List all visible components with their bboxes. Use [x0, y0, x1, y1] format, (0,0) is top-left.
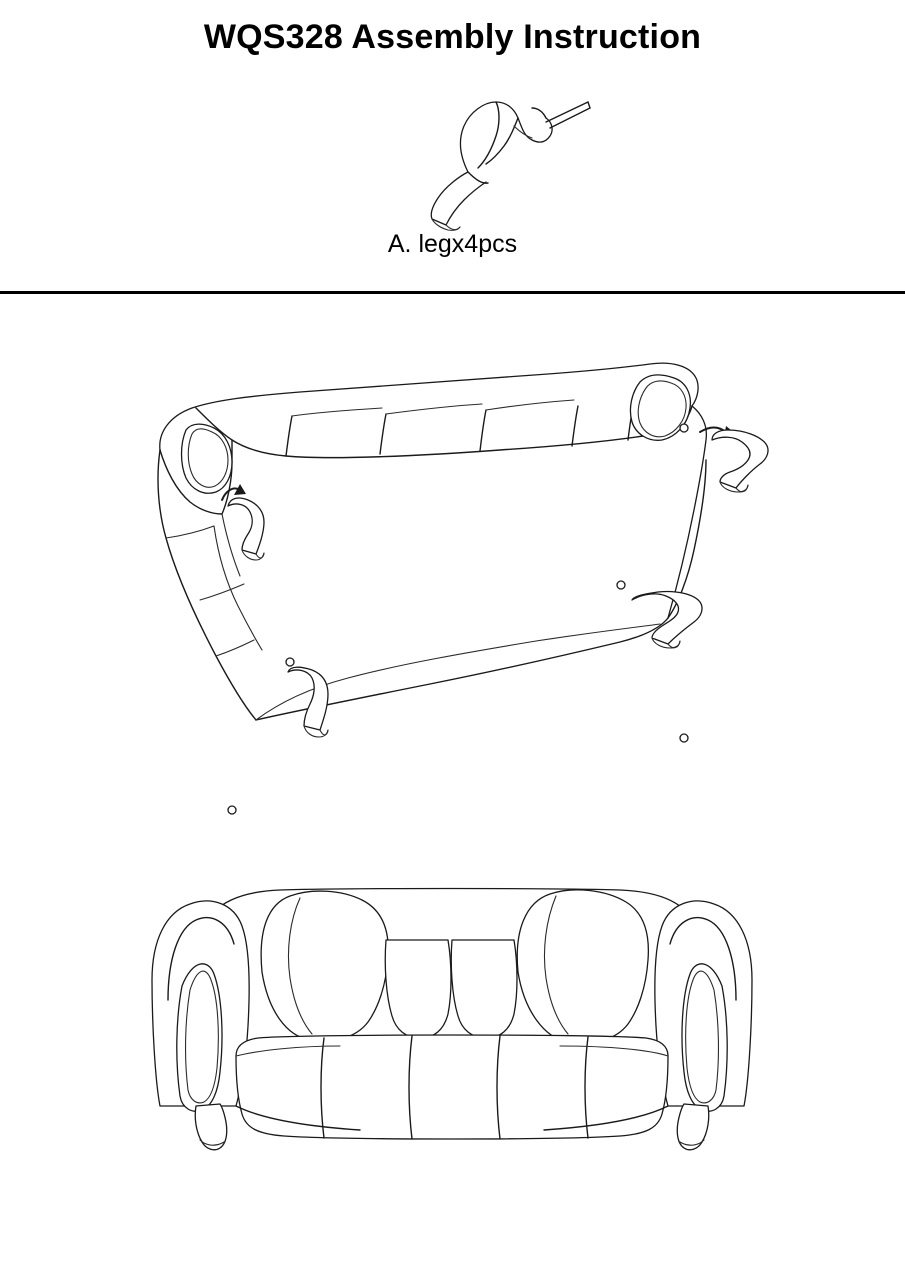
leg-bottom-right: [632, 591, 702, 648]
page-title: WQS328 Assembly Instruction: [203, 18, 702, 56]
step-1-legs-and-arrows: [0, 310, 905, 780]
screw-hole-top-right: [680, 424, 688, 432]
section-divider: [0, 291, 905, 294]
leg-bottom-left: [288, 667, 328, 737]
front-right-leg: [677, 1104, 709, 1150]
assembled-loveseat-diagram: [0, 800, 905, 1210]
front-left-leg: [195, 1104, 227, 1150]
step-1-illustration: [0, 310, 905, 780]
sofa-leg-icon: [300, 80, 600, 220]
part-item-a: [300, 80, 600, 220]
part-label-a: A. legx4pcs: [387, 230, 518, 258]
leg-top-left: [228, 498, 264, 560]
screw-hole-bottom-left: [286, 658, 294, 666]
parts-list: [0, 80, 905, 280]
step-2-illustration: [0, 800, 905, 1210]
leg-top-right: [712, 430, 768, 492]
screw-hole-bottom-right: [617, 581, 625, 589]
